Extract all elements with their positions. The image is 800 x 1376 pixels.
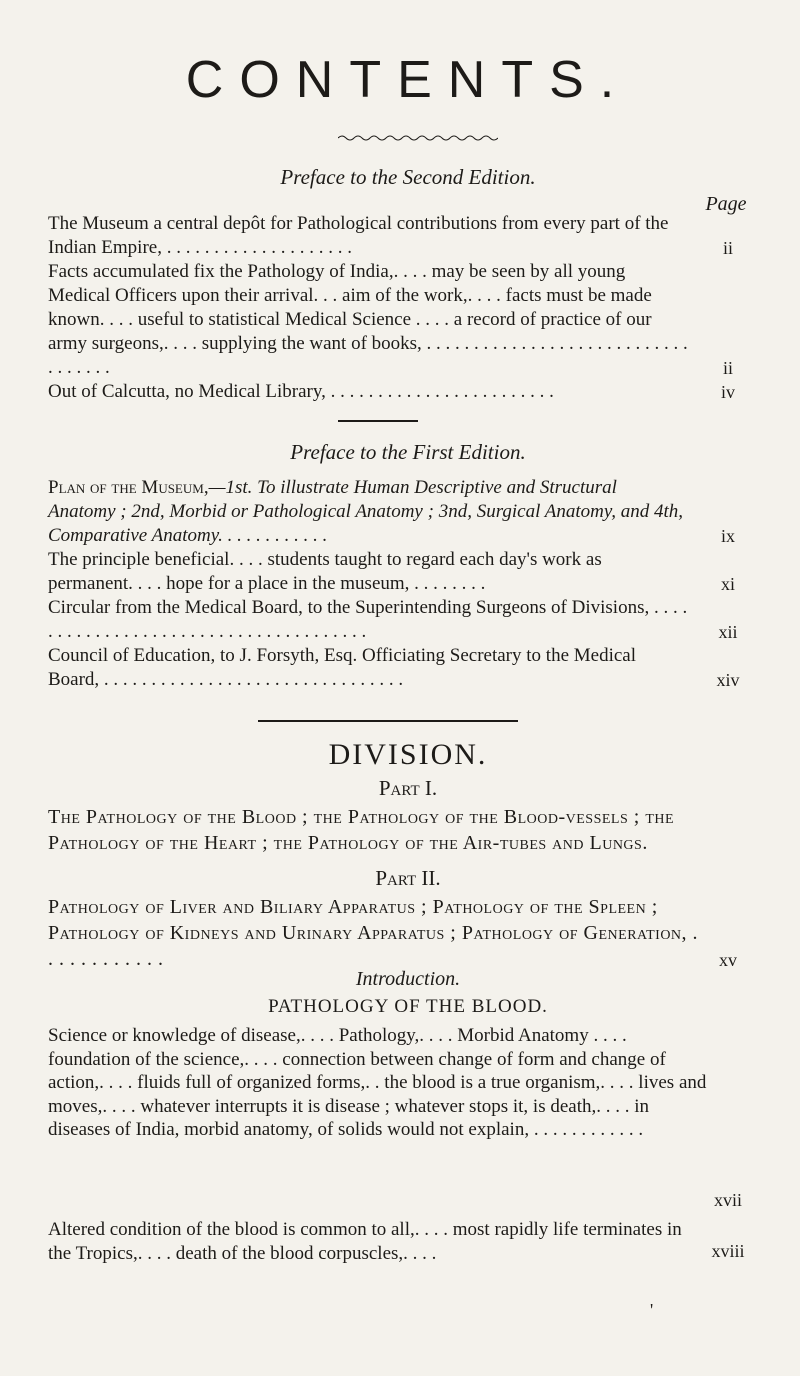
division-title: DIVISION.: [328, 738, 488, 771]
toc-paragraph: Altered condition of the blood is common to all,. . . . most rapidly life terminates in the Tropics,. . . . death of the blood corpuscles,. . . .: [48, 1219, 682, 1264]
page-column-label: Page: [705, 193, 747, 215]
section-divider: [258, 720, 518, 722]
toc-entry-text: The Museum a central depôt for Pathological contributions from every part of the Indian Empire, . . . . . . . . . . . . . . . . . . . .: [48, 213, 669, 258]
part-description: Pathology of Liver and Biliary Apparatus ; Pathology of the Spleen ; Pathology of Kidneys and Urinary Apparatus ; Pathology of Generation, . . . . . . . . . . . .: [48, 896, 699, 970]
toc-entry: [48, 644, 768, 692]
plan-rest: —1st. To illustrate Human Descriptive and Structural Anatomy ; 2nd, Morbid or Pathological Anatomy ; 3nd, Surgical Anatomy, and 4th, Comparative Anatomy. . . . . . . . . . . .: [48, 477, 684, 546]
toc-entry-page: xv: [719, 950, 737, 970]
toc-entry-page: xvii: [713, 1190, 742, 1210]
toc-entry-page: ii: [722, 358, 733, 378]
toc-entry: [48, 596, 768, 644]
plan-caps: Plan of the Museum,: [48, 477, 209, 498]
toc-entry-page: iv: [720, 382, 735, 402]
toc-entry-text: Circular from the Medical Board, to the Superintending Surgeons of Divisions, . . . . . . . . . . . . . . . . . . . . . . . . . . . . . . . . . . . . . .: [48, 597, 688, 642]
toc-paragraph: Science or knowledge of disease,. . . . Pathology,. . . . Morbid Anatomy . . . . foundation of the science,. . . . connection between change of form and change of action,. . . . fluids full of organized forms,. . the blood is a true organism,. . . . lives and moves,. . . . whatever interrupts it is disease ; whatever stops it, is death,. . . . in diseases of India, morbid anatomy, of solids would not explain, . . . . . . . . . . . .: [48, 1025, 707, 1140]
toc-entry: [48, 260, 768, 380]
toc-entry: [48, 548, 768, 596]
toc-entry: [48, 380, 768, 404]
toc-entry-page: xiv: [716, 670, 740, 690]
toc-entry-page: ii: [722, 238, 733, 258]
toc-entry-text: Out of Calcutta, no Medical Library, . . . . . . . . . . . . . . . . . . . . . . . .: [48, 381, 554, 402]
contents-page: [48, 0, 768, 1376]
part-description: The Pathology of the Blood ; the Pathology of the Blood-vessels ; the Pathology of the Heart ; the Pathology of the Air-tubes and Lungs.: [48, 806, 675, 854]
pathology-blood-heading: PATHOLOGY OF THE BLOOD.: [268, 996, 548, 1017]
toc-entry-page: ix: [720, 526, 735, 546]
preface-second-heading: Preface to the Second Edition.: [280, 165, 536, 189]
toc-entry-page: xii: [718, 622, 738, 642]
toc-entry-text: Council of Education, to J. Forsyth, Esq. Officiating Secretary to the Medical Board, . . . . . . . . . . . . . . . . . . . . . . . . . . . . . . . .: [48, 645, 636, 690]
toc-entry-text: The principle beneficial. . . . students taught to regard each day's work as permanent. . . . hope for a place in the museum, . . . . . . . .: [48, 549, 602, 594]
part-heading: Part II.: [375, 866, 441, 890]
part-heading: Part I.: [378, 776, 438, 800]
ornamental-rule: [338, 133, 498, 143]
toc-entry: [48, 476, 768, 548]
page-title: CONTENTS.: [185, 51, 631, 109]
section-divider: [338, 420, 418, 422]
toc-entry-text: Facts accumulated fix the Pathology of India,. . . . may be seen by all young Medical Officers upon their arrival. . . aim of the work,. . . . facts must be made known. . . . useful to statistical Medical Science . . . . a record of practice of our army surgeons,. . . . supplying the want of books, . . . . . . . . . . . . . . . . . . . . . . . . . . . . . . . . . . .: [48, 261, 688, 378]
toc-entry-page: xviii: [711, 1241, 745, 1261]
preface-first-heading: Preface to the First Edition.: [290, 440, 526, 464]
introduction-heading: Introduction.: [355, 968, 461, 990]
toc-entry: [48, 212, 768, 260]
toc-entry-page: xi: [720, 574, 735, 594]
footer-mark: ': [650, 1300, 654, 1320]
